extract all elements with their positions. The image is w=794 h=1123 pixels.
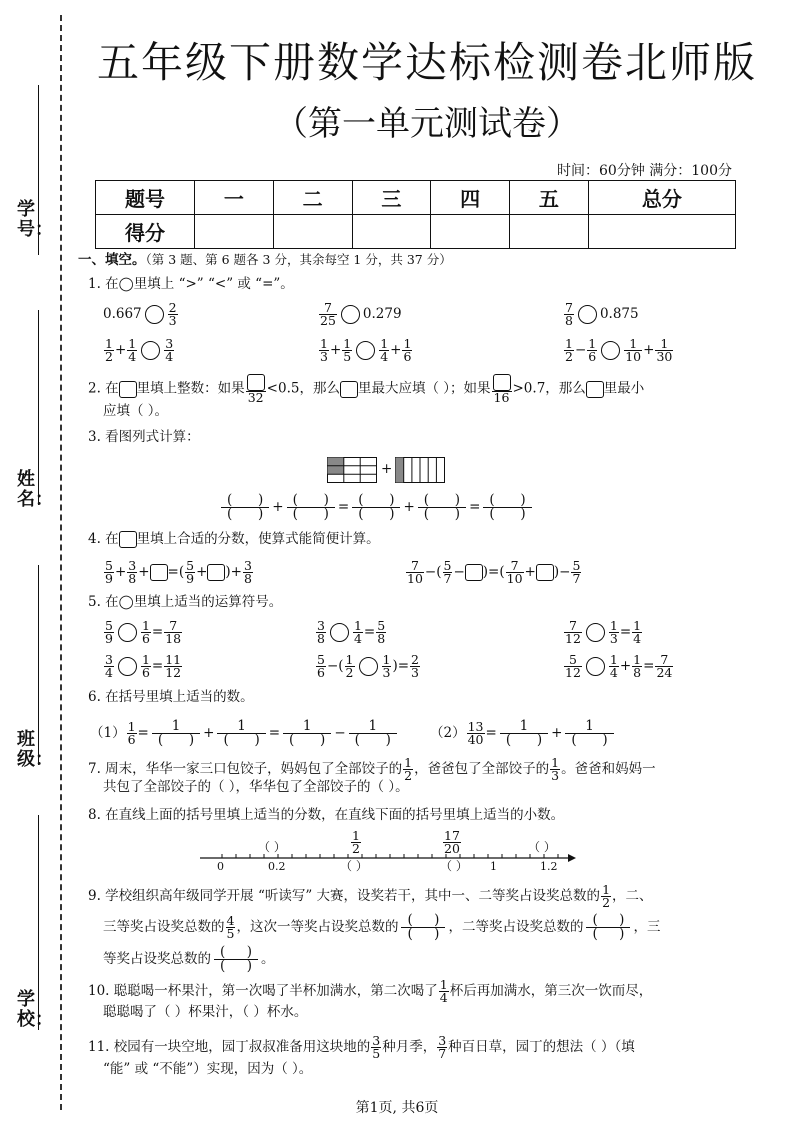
- fraction: 16: [492, 374, 512, 404]
- fraction: $\frac{7}{8}$: [565, 300, 573, 328]
- school-line[interactable]: [38, 815, 39, 1030]
- blank-fraction[interactable]: $\frac{1}{( )}$: [349, 720, 397, 747]
- score-table: [95, 180, 736, 249]
- answer-circle[interactable]: [118, 623, 137, 642]
- score-input-cell[interactable]: [510, 215, 589, 249]
- fraction: $\frac{1}{5}$: [343, 336, 352, 364]
- blank-fraction[interactable]: $\frac{1}{( )}$: [217, 720, 265, 747]
- number: 0.875: [599, 306, 639, 322]
- fraction: $\frac{1}{2}$: [565, 336, 573, 364]
- q10-line2: 聪聪喝了（ ）杯果汁，（ ）杯水。: [103, 1004, 308, 1020]
- answer-box[interactable]: [150, 564, 168, 581]
- q5-item: $\frac{7}{12}$ $\frac{1}{3}$ = $\frac{1}{4}$: [565, 618, 642, 646]
- score-head-cell: 三: [352, 181, 431, 215]
- q1-item: $\frac{1}{2}$ + $\frac{1}{4}$ $\frac{3}{4}$: [105, 336, 174, 364]
- fraction: $\frac{3}{4}$: [165, 336, 174, 364]
- tick-fraction-half: $\frac{1}{2}$: [352, 828, 360, 856]
- q9-line2: 三等奖占设奖总数的 $\frac{4}{5}$ ，这次一等奖占设奖总数的 $\frac{( )}{( )}$ ，二等奖占设奖总数的 $\frac{( )}{( )}$ ，三: [103, 912, 661, 942]
- q1-item: $\frac{1}{3}$ + $\frac{1}{5}$ $\frac{1}{4}$ + $\frac{1}{6}$: [320, 336, 412, 364]
- answer-paren-below[interactable]: （ ）: [440, 859, 468, 873]
- score-header-row: [96, 181, 736, 215]
- blank-fraction[interactable]: $\frac{( )}{( )}$: [352, 494, 400, 521]
- fraction: $\frac{1}{4}$: [380, 336, 389, 364]
- tick-fraction-17-20: $\frac{17}{20}$: [444, 828, 460, 856]
- number: 0.667: [103, 306, 142, 322]
- q2-line2: 应填（ ）。: [103, 403, 169, 419]
- answer-box[interactable]: [493, 374, 511, 391]
- school-label: 学校：: [17, 989, 53, 1030]
- q8-stem: 8. 在直线上面的括号里填上适当的分数，在直线下面的括号里填上适当的小数。: [88, 807, 565, 823]
- q5-item: $\frac{5}{12}$ $\frac{1}{4}$ + $\frac{1}{8}$ = $\frac{7}{24}$: [565, 652, 673, 680]
- answer-box[interactable]: [536, 564, 554, 581]
- number: 0.279: [362, 306, 402, 322]
- answer-circle[interactable]: [586, 657, 605, 676]
- fraction: $\frac{2}{3}$: [168, 300, 177, 328]
- score-input-cell[interactable]: [195, 215, 274, 249]
- q9-line1: 9. 学校组织高年级同学开展 “听读写” 大赛，设奖若干，其中一、二等奖占设奖总数的 $\frac{1}{2}$ ，二、: [88, 882, 653, 910]
- answer-circle[interactable]: [118, 657, 137, 676]
- q6-part1: （1） $\frac{1}{6}$ = $\frac{1}{( )}$ + $\frac{1}{( )}$ = $\frac{1}{( )}$ − $\frac{1}{( )}$: [90, 720, 400, 747]
- fraction: $\frac{1}{30}$: [656, 336, 673, 364]
- answer-box[interactable]: [340, 381, 358, 398]
- blank-fraction[interactable]: $\frac{( )}{( )}$: [483, 494, 531, 521]
- answer-circle[interactable]: [586, 623, 605, 642]
- answer-box[interactable]: [207, 564, 225, 581]
- fraction: $\frac{1}{10}$: [625, 336, 642, 364]
- name-line[interactable]: [38, 310, 39, 505]
- page-footer: 第1页, 共6页: [355, 1100, 439, 1116]
- q7-line2: 共包了全部饺子的（ ），华华包了全部饺子的（ ）。: [103, 779, 409, 795]
- fraction: $\frac{1}{3}$: [320, 336, 328, 364]
- fraction-figure-right: [395, 457, 445, 487]
- fraction-figure-left: [327, 457, 377, 487]
- blank-fraction[interactable]: $\frac{( )}{( )}$: [401, 914, 445, 941]
- q3-stem: 3. 看图列式计算：: [88, 429, 200, 445]
- page-subtitle: （第一单元测试卷）: [274, 104, 580, 144]
- score-head-cell: 题号: [96, 181, 195, 215]
- score-label-cell: 得分: [96, 215, 195, 249]
- q5-item: $\frac{3}{8}$ $\frac{1}{4}$ = $\frac{5}{8}$: [317, 618, 386, 646]
- tick-label-1-2: 1.2: [540, 860, 558, 873]
- answer-circle[interactable]: [145, 305, 164, 324]
- blank-fraction[interactable]: $\frac{1}{( )}$: [565, 720, 613, 747]
- blank-fraction[interactable]: $\frac{( )}{( )}$: [287, 494, 335, 521]
- q4-expr1: $\frac{5}{9}$ + $\frac{3}{8}$ + =( $\frac{5}{9}$ + )+ $\frac{3}{8}$: [105, 558, 252, 586]
- q7-line1: 7. 周末，华华一家三口包饺子，妈妈包了全部饺子的 $\frac{1}{2}$ ，爸爸包了全部饺子的 $\frac{1}{3}$ 。爸爸和妈妈一: [88, 755, 656, 783]
- answer-circle[interactable]: [359, 657, 378, 676]
- blank-fraction[interactable]: $\frac{1}{( )}$: [152, 720, 200, 747]
- class-line[interactable]: [38, 565, 39, 765]
- q5-item: $\frac{5}{6}$ −( $\frac{1}{2}$ $\frac{1}{3}$ )= $\frac{2}{3}$: [317, 652, 419, 680]
- answer-circle[interactable]: [330, 623, 349, 642]
- q3-equation: $\frac{( )}{( )}$ + $\frac{( )}{( )}$ = $\frac{( )}{( )}$ + $\frac{( )}{( )}$ = $\frac{( )}{( )}$: [218, 494, 535, 521]
- fraction: $\frac{1}{6}$: [403, 336, 412, 364]
- q10-line1: 10. 聪聪喝一杯果汁，第一次喝了半杯加满水，第二次喝了 $\frac{1}{4}$ 杯后再加满水，第三次一饮而尽，: [88, 977, 653, 1005]
- fraction: $\frac{1}{6}$: [588, 336, 597, 364]
- score-head-cell: 四: [431, 181, 510, 215]
- q2-line1: 2. 在 里填上整数：如果 32 <0.5，那么 里最大应填（ ）；如果 16 >0.7，那么 里最小: [88, 374, 644, 404]
- q9-line3: 等奖占设奖总数的 $\frac{( )}{( )}$ 。: [103, 944, 275, 974]
- q1-item: [563, 302, 639, 327]
- answer-circle[interactable]: [578, 305, 597, 324]
- answer-box[interactable]: [465, 564, 483, 581]
- fraction: 32: [246, 374, 266, 404]
- answer-box[interactable]: [586, 381, 604, 398]
- q5-item: $\frac{5}{9}$ $\frac{1}{6}$ = $\frac{7}{18}$: [105, 618, 182, 646]
- score-input-cell[interactable]: [431, 215, 510, 249]
- fraction: $\frac{1}{2}$: [105, 336, 113, 364]
- score-head-cell: 五: [510, 181, 589, 215]
- blank-fraction[interactable]: $\frac{( )}{( )}$: [214, 946, 258, 973]
- answer-box[interactable]: [119, 381, 137, 398]
- plus-sign: +: [381, 461, 393, 477]
- exam-no-label: 学号：: [17, 199, 53, 240]
- q5-stem: 5. 在◯里填上适当的运算符号。: [88, 594, 283, 610]
- score-row: [96, 215, 736, 249]
- section-title: 一、填空。: [78, 252, 146, 268]
- section-note: （第 3 题、第 6 题各 3 分，其余每空 1 分，共 37 分）: [145, 252, 452, 267]
- score-input-cell[interactable]: [588, 215, 735, 249]
- blank-fraction[interactable]: $\frac{1}{( )}$: [283, 720, 331, 747]
- answer-paren-above[interactable]: （ ）: [258, 840, 286, 854]
- answer-box[interactable]: [247, 374, 265, 391]
- answer-box: [119, 531, 137, 548]
- q1-item: $\frac{1}{2}$ − $\frac{1}{6}$ $\frac{1}{10}$ + $\frac{1}{30}$: [565, 336, 673, 364]
- q4-expr2: $\frac{7}{10}$ −( $\frac{5}{7}$ − )=( $\frac{7}{10}$ + )− $\frac{5}{7}$: [407, 558, 581, 586]
- score-head-cell: 总分: [588, 181, 735, 215]
- blank-fraction[interactable]: $\frac{( )}{( )}$: [418, 494, 466, 521]
- name-label: 姓名：: [17, 469, 53, 510]
- q1-item: [318, 302, 402, 327]
- exam-meta: 时间：60分钟 满分：100分: [557, 163, 732, 179]
- score-input-cell[interactable]: [352, 215, 431, 249]
- score-input-cell[interactable]: [273, 215, 352, 249]
- q11-line2: “能” 或 “不能”）实现，因为（ ）。: [103, 1061, 313, 1077]
- q1-item: [103, 302, 179, 327]
- answer-paren-above[interactable]: （ ）: [528, 840, 556, 854]
- number-line: [200, 830, 580, 876]
- score-head-cell: 二: [273, 181, 352, 215]
- binding-dashed-line: [60, 15, 62, 1110]
- answer-circle[interactable]: [341, 305, 360, 324]
- tick-label-0: 0: [217, 860, 224, 873]
- page-title: 五年级下册数学达标检测卷北师版: [96, 38, 757, 87]
- q5-item: $\frac{3}{4}$ $\frac{1}{6}$ = $\frac{11}{12}$: [105, 652, 182, 680]
- section-heading: [78, 248, 452, 268]
- q4-stem: 4. 在 里填上合适的分数，使算式能简便计算。: [88, 531, 380, 547]
- answer-circle[interactable]: [356, 341, 375, 360]
- answer-circle[interactable]: [601, 341, 620, 360]
- blank-fraction[interactable]: $\frac{1}{( )}$: [500, 720, 548, 747]
- tick-label-0-2: 0.2: [268, 860, 286, 873]
- q6-part2: （2） $\frac{13}{40}$ = $\frac{1}{( )}$ + $\frac{1}{( )}$: [430, 720, 617, 747]
- class-label: 班级：: [17, 729, 53, 770]
- answer-circle[interactable]: [141, 341, 160, 360]
- answer-paren-below[interactable]: （ ）: [340, 859, 368, 873]
- q1-stem: 1. 在◯里填上 “>” “<” 或 “=”。: [88, 276, 294, 292]
- exam-no-line[interactable]: [38, 85, 39, 255]
- blank-fraction[interactable]: $\frac{( )}{( )}$: [586, 914, 630, 941]
- score-head-cell: 一: [195, 181, 274, 215]
- fraction: $\frac{1}{4}$: [128, 336, 137, 364]
- q11-line1: 11. 校园有一块空地，园丁叔叔准备用这块地的 $\frac{3}{5}$ 种月季， $\frac{3}{7}$ 种百日草，园丁的想法（ ）（填: [88, 1033, 635, 1061]
- q6-stem: 6. 在括号里填上适当的数。: [88, 689, 254, 705]
- fraction: $\frac{7}{25}$: [320, 300, 336, 328]
- blank-fraction[interactable]: $\frac{( )}{( )}$: [221, 494, 269, 521]
- tick-label-1: 1: [490, 860, 497, 873]
